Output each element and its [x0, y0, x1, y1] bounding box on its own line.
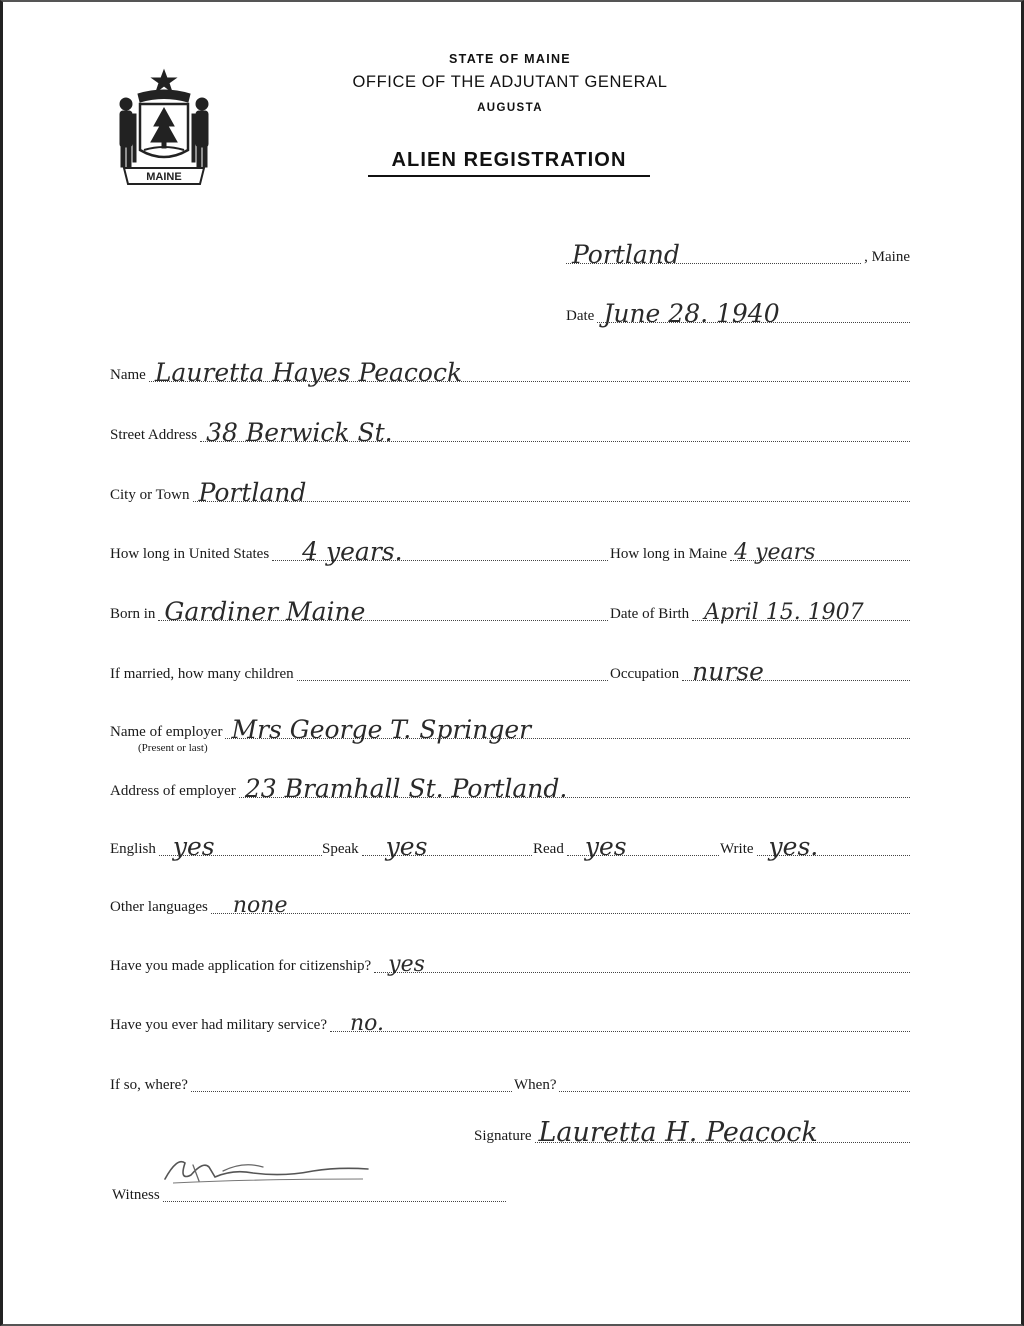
- speak-value: yes: [385, 832, 428, 861]
- military-label: Have you ever had military service?: [110, 1017, 327, 1033]
- speak-field[interactable]: [362, 829, 532, 861]
- employer-field[interactable]: [225, 712, 910, 744]
- occupation-label: Occupation: [610, 666, 680, 682]
- office-heading: OFFICE OF THE ADJUTANT GENERAL: [352, 73, 668, 91]
- us-duration-field[interactable]: [272, 534, 608, 566]
- us-duration-row: [110, 539, 608, 565]
- date-label: Date: [566, 308, 595, 324]
- employer-address-value: 23 Bramhall St. Portland.: [244, 774, 568, 803]
- employer-row: [110, 717, 910, 743]
- employer-sublabel: (Present or last): [138, 742, 208, 754]
- employer-address-row: [110, 776, 910, 802]
- english-label: English: [110, 841, 156, 857]
- city-row: [110, 480, 910, 506]
- place-value: Portland: [572, 240, 680, 269]
- children-field[interactable]: [297, 654, 608, 681]
- other-languages-label: Other languages: [110, 899, 208, 915]
- witness-label: Witness: [112, 1187, 160, 1203]
- write-label: Write: [720, 841, 754, 857]
- place-field[interactable]: [566, 237, 861, 269]
- military-row: [110, 1010, 910, 1036]
- city-label: City or Town: [110, 487, 190, 503]
- street-label: Street Address: [110, 427, 198, 443]
- maine-duration-row: [610, 539, 910, 565]
- witness-field[interactable]: [163, 1175, 506, 1202]
- street-row: [110, 420, 910, 446]
- maine-duration-value: 4 years: [734, 540, 816, 565]
- us-duration-value: 4 years.: [302, 537, 403, 566]
- city-field[interactable]: [193, 475, 910, 507]
- when-field[interactable]: [559, 1065, 910, 1092]
- employer-address-field[interactable]: [239, 771, 910, 803]
- occupation-row: [610, 659, 910, 685]
- employer-address-label: Address of employer: [110, 783, 236, 799]
- maine-duration-label: How long in Maine: [610, 546, 728, 562]
- signature-field[interactable]: [535, 1116, 911, 1148]
- place-row: [566, 242, 910, 268]
- witness-scrawl-icon: [163, 1153, 378, 1187]
- born-in-field[interactable]: [158, 594, 608, 626]
- read-row: [533, 834, 719, 860]
- write-value: yes.: [768, 832, 819, 861]
- other-languages-value: none: [232, 893, 288, 918]
- english-row: [110, 834, 322, 860]
- dob-field[interactable]: [692, 594, 910, 625]
- witness-row: [112, 1180, 506, 1206]
- english-value: yes: [172, 832, 215, 861]
- where-field[interactable]: [191, 1065, 512, 1092]
- seal-text: MAINE: [146, 171, 182, 183]
- born-in-label: Born in: [110, 606, 156, 622]
- occupation-value: nurse: [692, 657, 764, 686]
- other-languages-field[interactable]: [211, 887, 910, 918]
- name-field[interactable]: [149, 355, 910, 387]
- occupation-field[interactable]: [682, 654, 910, 686]
- write-row: [720, 834, 910, 860]
- employer-label: Name of employer: [110, 724, 223, 740]
- born-in-value: Gardiner Maine: [164, 597, 366, 626]
- where-row: [110, 1070, 512, 1096]
- born-in-row: [110, 599, 608, 625]
- children-label: If married, how many children: [110, 666, 294, 682]
- military-field[interactable]: [330, 1005, 910, 1036]
- date-value: June 28. 1940: [603, 299, 780, 328]
- state-seal-icon: [110, 64, 218, 190]
- employer-value: Mrs George T. Springer: [231, 715, 532, 744]
- place-suffix: , Maine: [864, 249, 910, 265]
- us-duration-label: How long in United States: [110, 546, 270, 562]
- speak-label: Speak: [322, 841, 359, 857]
- read-value: yes: [584, 832, 627, 861]
- name-row: [110, 360, 910, 386]
- citizenship-field[interactable]: [374, 946, 910, 977]
- maine-duration-field[interactable]: [730, 534, 910, 565]
- other-languages-row: [110, 892, 910, 918]
- signature-label: Signature: [474, 1128, 532, 1144]
- english-field[interactable]: [159, 829, 322, 861]
- signature-value: Lauretta H. Peacock: [538, 1117, 818, 1148]
- military-value: no.: [350, 1011, 385, 1036]
- dob-label: Date of Birth: [610, 606, 690, 622]
- citizenship-row: [110, 951, 910, 977]
- signature-row: [474, 1117, 910, 1148]
- name-value: Lauretta Hayes Peacock: [154, 358, 463, 387]
- street-field[interactable]: [200, 415, 910, 447]
- where-label: If so, where?: [110, 1077, 188, 1093]
- street-value: 38 Berwick St.: [206, 418, 393, 447]
- when-label: When?: [514, 1077, 557, 1093]
- when-row: [514, 1070, 910, 1096]
- date-row: [566, 301, 910, 327]
- city-heading: AUGUSTA: [477, 102, 543, 114]
- read-field[interactable]: [567, 829, 719, 861]
- state-heading: STATE OF MAINE: [449, 52, 571, 66]
- form-title: ALIEN REGISTRATION: [368, 149, 650, 177]
- date-field[interactable]: [597, 296, 910, 328]
- speak-row: [322, 834, 532, 860]
- children-row: [110, 659, 608, 685]
- write-field[interactable]: [757, 829, 910, 861]
- dob-row: [610, 599, 910, 625]
- read-label: Read: [533, 841, 564, 857]
- citizenship-label: Have you made application for citizenship?: [110, 958, 372, 974]
- name-label: Name: [110, 367, 146, 383]
- citizenship-value: yes: [388, 952, 425, 977]
- city-value: Portland: [198, 478, 307, 507]
- dob-value: April 15. 1907: [704, 600, 864, 625]
